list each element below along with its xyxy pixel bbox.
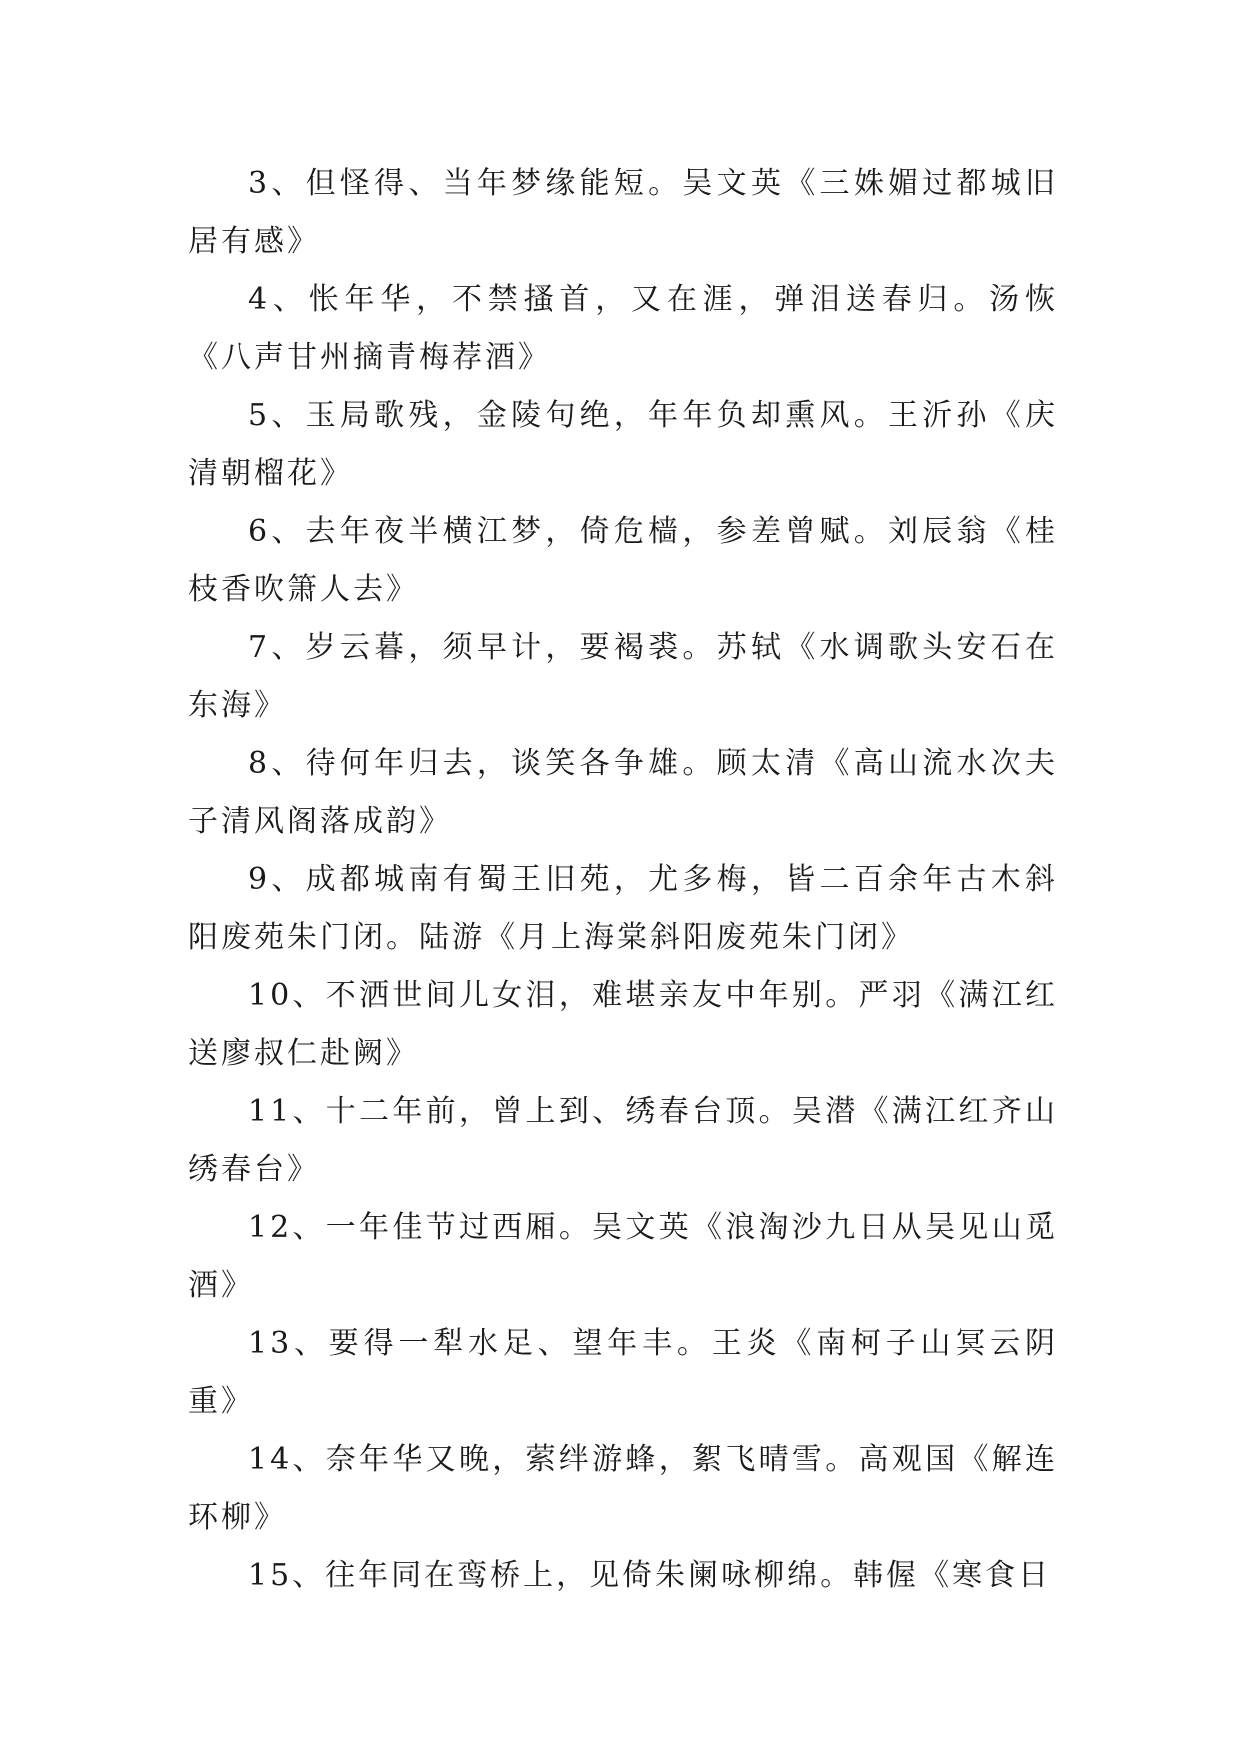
poem-line-6: 6、去年夜半横江梦，倚危樯，参差曾赋。刘辰翁《桂枝香吹箫人去》 <box>188 514 1058 607</box>
poem-line-3: 3、但怪得、当年梦缘能短。吴文英《三姝媚过都城旧居有感》 <box>188 166 1058 259</box>
poem-line-5: 5、玉局歌残，金陵句绝，年年负却熏风。王沂孙《庆清朝榴花》 <box>188 398 1058 491</box>
poem-line-14: 14、奈年华又晚，萦绊游蜂，絮飞晴雪。高观国《解连环柳》 <box>188 1442 1058 1535</box>
poem-line-9: 9、成都城南有蜀王旧苑，尤多梅，皆二百余年古木斜阳废苑朱门闭。陆游《月上海棠斜阳废苑朱门闭》 <box>188 862 1058 955</box>
poem-line-15: 15、往年同在鸾桥上，见倚朱阑咏柳绵。韩偓《寒食日 <box>248 1558 1052 1593</box>
poem-line-8: 8、待何年归去，谈笑各争雄。顾太清《高山流水次夫子清风阁落成韵》 <box>188 746 1058 839</box>
poem-line-4: 4、怅年华，不禁搔首，又在涯，弹泪送春归。汤恢《八声甘州摘青梅荐酒》 <box>188 282 1058 375</box>
poem-line-10: 10、不洒世间儿女泪，难堪亲友中年别。严羽《满江红送廖叔仁赴阙》 <box>188 978 1058 1071</box>
poem-line-11: 11、十二年前，曾上到、绣春台顶。吴潜《满江红齐山绣春台》 <box>188 1094 1058 1187</box>
poem-line-7: 7、岁云暮，须早计，要褐裘。苏轼《水调歌头安石在东海》 <box>188 630 1058 723</box>
poem-line-13: 13、要得一犁水足、望年丰。王炎《南柯子山冥云阴重》 <box>188 1326 1058 1419</box>
document-body <box>188 155 1058 1605</box>
poem-line-12: 12、一年佳节过西厢。吴文英《浪淘沙九日从吴见山觅酒》 <box>188 1210 1058 1303</box>
